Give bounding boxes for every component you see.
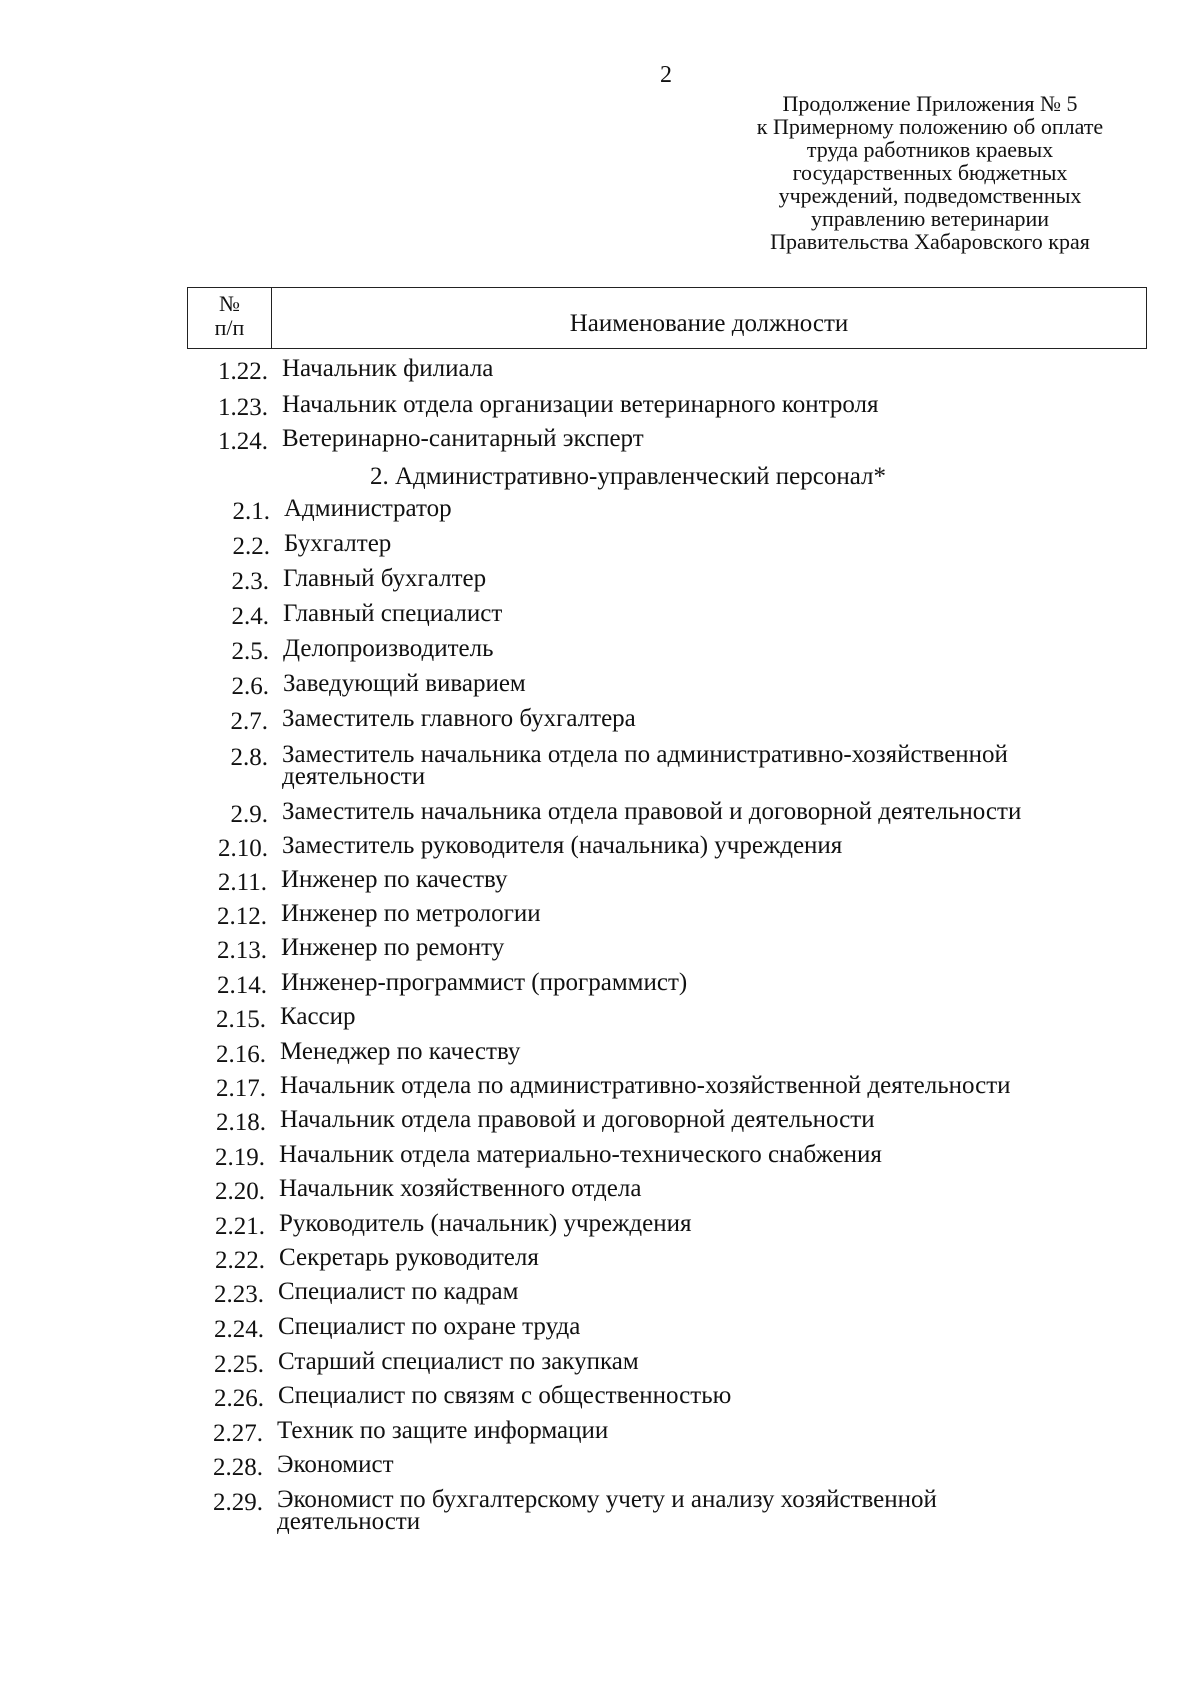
column-header-name: Наименование должности	[569, 310, 849, 337]
item-number: 2.20.	[215, 1178, 265, 1205]
position-name: Техник по защите информации	[277, 1417, 609, 1444]
item-number: 2.6.	[231, 673, 269, 700]
item-number: 2.23.	[214, 1281, 264, 1308]
position-name: Делопроизводитель	[283, 635, 494, 662]
position-name: Специалист по связям с общественностью	[278, 1382, 732, 1409]
position-name: Администратор	[284, 495, 452, 522]
item-number: 1.23.	[218, 394, 268, 421]
header-line: учреждений, подведомственных	[778, 183, 1082, 208]
position-name: Начальник отдела материально-технического снабжения	[279, 1141, 882, 1168]
position-name: Заведующий виварием	[283, 670, 526, 697]
item-number: 2.28.	[213, 1454, 263, 1481]
header-line: к Примерному положению об оплате	[756, 114, 1104, 139]
column-header-number	[188, 288, 272, 348]
item-number: 2.5.	[231, 638, 269, 665]
position-name: Инженер по метрологии	[281, 900, 541, 927]
item-number: 2.19.	[215, 1144, 265, 1171]
position-name: Руководитель (начальник) учреждения	[279, 1210, 692, 1237]
position-name: Экономист	[277, 1451, 394, 1478]
position-name: Менеджер по качеству	[280, 1038, 521, 1065]
position-name: Старший специалист по закупкам	[278, 1348, 639, 1375]
position-name: Специалист по охране труда	[278, 1313, 581, 1340]
header-line: Правительства Хабаровского края	[770, 229, 1090, 254]
item-number: 2.25.	[214, 1351, 264, 1378]
item-number: 2.8.	[230, 744, 268, 771]
header-line: труда работников краевых	[806, 137, 1054, 162]
item-number: 2.22.	[215, 1247, 265, 1274]
item-number: 2.9.	[230, 801, 268, 828]
item-number: 2.14.	[217, 972, 267, 999]
position-name: Заместитель начальника отдела правовой и договорной деятельности	[282, 798, 1022, 825]
header-line: Продолжение Приложения № 5	[782, 91, 1078, 116]
position-name-continued: деятельности	[282, 763, 426, 790]
item-number: 2.11.	[217, 869, 267, 896]
position-name: Заместитель главного бухгалтера	[282, 705, 636, 732]
position-name: Начальник отдела правовой и договорной деятельности	[280, 1106, 875, 1133]
item-number: 2.27.	[213, 1420, 263, 1447]
position-name: Кассир	[280, 1003, 356, 1030]
item-number: 2.26.	[214, 1385, 264, 1412]
item-number: 1.24.	[218, 428, 268, 455]
position-name: Инженер по ремонту	[281, 934, 505, 961]
position-name: Начальник отдела по административно-хозяйственной деятельности	[280, 1072, 1011, 1099]
item-number: 2.24.	[214, 1316, 264, 1343]
page-number: 2	[660, 62, 672, 88]
column-header-number-line2: п/п	[214, 315, 245, 340]
item-number: 2.10.	[218, 835, 268, 862]
position-name: Специалист по кадрам	[278, 1278, 519, 1305]
item-number: 2.15.	[216, 1006, 266, 1033]
position-name: Бухгалтер	[284, 530, 392, 557]
item-number: 2.16.	[216, 1041, 266, 1068]
item-number: 2.12.	[217, 903, 267, 930]
position-name: Инженер по качеству	[281, 866, 508, 893]
item-number: 2.29.	[213, 1489, 263, 1516]
item-number: 2.13.	[217, 937, 267, 964]
position-name: Секретарь руководителя	[279, 1244, 539, 1271]
position-name-continued: деятельности	[277, 1508, 421, 1535]
position-name: Начальник отдела организации ветеринарного контроля	[282, 391, 879, 418]
item-number: 2.21.	[215, 1213, 265, 1240]
item-number: 2.3.	[231, 568, 269, 595]
header-line: государственных бюджетных	[792, 160, 1068, 185]
item-number: 1.22.	[218, 358, 268, 385]
item-number: 2.17.	[216, 1075, 266, 1102]
header-line: управлению ветеринарии	[810, 206, 1050, 231]
item-number: 2.7.	[230, 708, 268, 735]
position-name: Главный специалист	[283, 600, 503, 627]
item-number: 2.4.	[231, 603, 269, 630]
item-number: 2.18.	[216, 1109, 266, 1136]
position-name: Заместитель руководителя (начальника) учреждения	[282, 832, 843, 859]
item-number: 2.1.	[232, 498, 270, 525]
position-name: Заместитель начальника отдела по административно-хозяйственной	[282, 741, 1008, 768]
table-header	[187, 287, 1147, 349]
position-name: Главный бухгалтер	[283, 565, 487, 592]
item-number: 2.2.	[232, 533, 270, 560]
position-name: Начальник филиала	[282, 355, 494, 382]
column-header-number-line1: №	[219, 291, 240, 316]
position-name: Инженер-программист (программист)	[281, 969, 688, 996]
section-title: 2. Административно-управленческий персонал*	[370, 463, 887, 490]
position-name: Ветеринарно-санитарный эксперт	[282, 425, 644, 452]
position-name: Экономист по бухгалтерскому учету и анализу хозяйственной	[277, 1486, 937, 1513]
appendix-header	[690, 92, 1170, 253]
position-name: Начальник хозяйственного отдела	[279, 1175, 642, 1202]
